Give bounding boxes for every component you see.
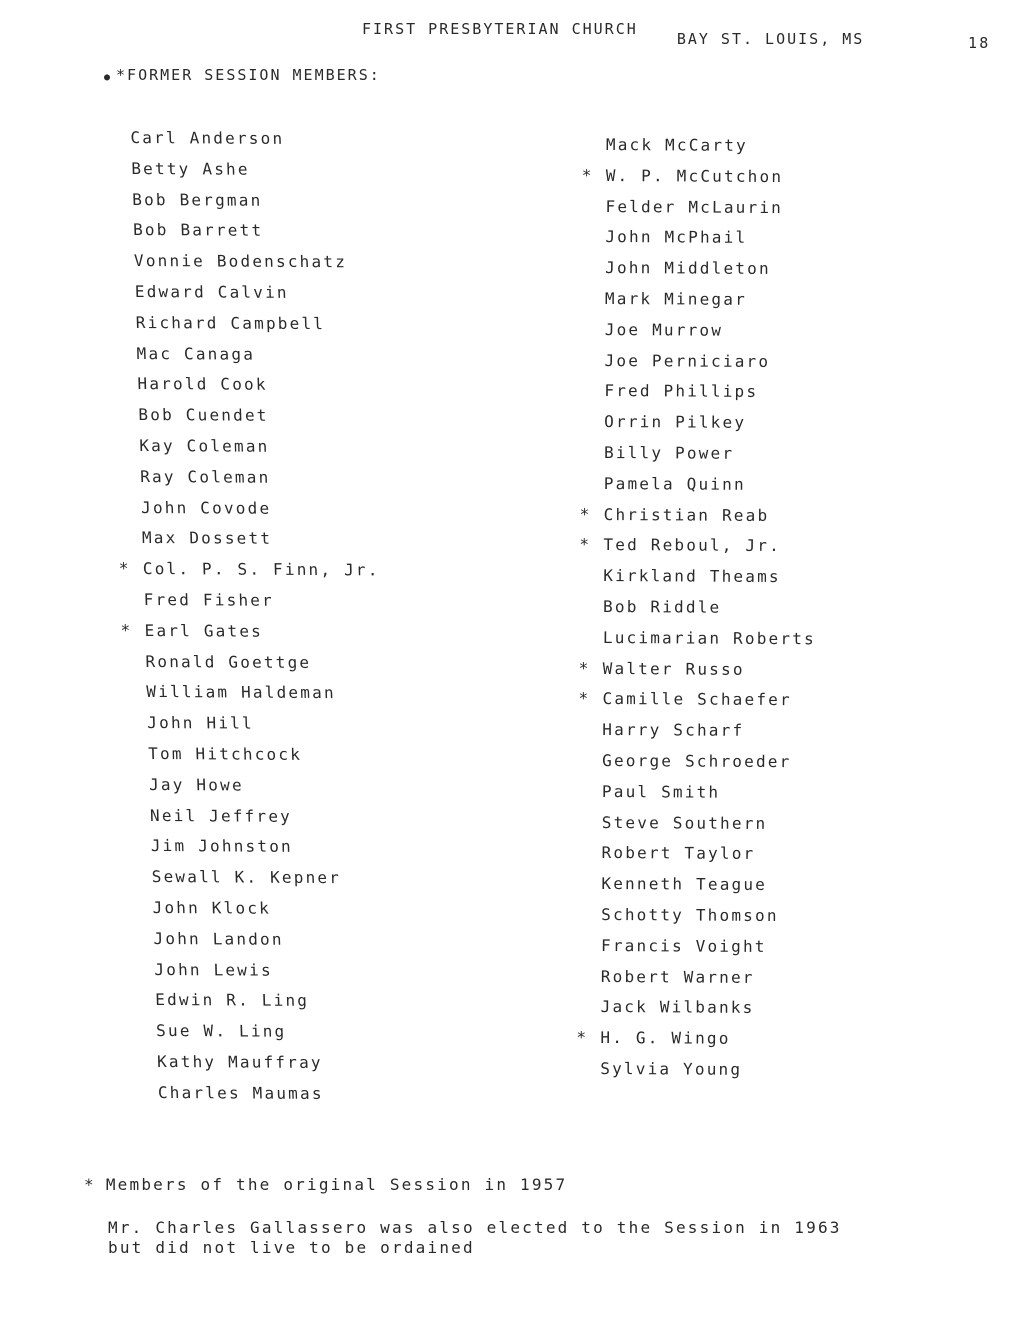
member-name: Robert Warner [600, 966, 755, 987]
member-entry [133, 215, 371, 247]
member-entry [602, 715, 815, 747]
member-entry [579, 500, 817, 532]
member-entry [137, 369, 375, 401]
member-name: Max Dossett [141, 528, 273, 549]
member-name: Camille Schaefer [602, 689, 792, 710]
member-entry [604, 407, 817, 439]
member-name: Fred Phillips [604, 381, 759, 402]
member-entry [148, 739, 386, 771]
member-entry [601, 900, 814, 932]
original-member-star: * [576, 1027, 589, 1048]
member-name: Bob Barrett [132, 220, 264, 241]
member-entry [601, 838, 814, 870]
note-line-1: Mr. Charles Gallassero was also elected to the Session in 1963 [108, 1218, 842, 1237]
member-entry [576, 1023, 813, 1055]
note-line-2: but did not live to be ordained [108, 1238, 475, 1257]
member-entry [150, 831, 388, 863]
member-name: Sue W. Ling [155, 1021, 287, 1041]
member-name: Kay Coleman [139, 435, 270, 456]
member-name: Sylvia Young [600, 1058, 743, 1079]
member-name: Carl Anderson [130, 127, 285, 148]
member-entry [603, 561, 816, 593]
member-name: Billy Power [603, 442, 735, 463]
member-entry [136, 339, 374, 371]
member-entry [579, 530, 816, 562]
section-title-text: *FORMER SESSION MEMBERS: [116, 66, 381, 84]
bullet-mark: ● [104, 72, 113, 83]
member-name: Jack Wilbanks [600, 997, 755, 1018]
member-name: Jim Johnston [150, 836, 294, 857]
member-name: Francis Voight [600, 935, 767, 956]
page-number: 18 [968, 34, 991, 52]
member-name: Ronald Goettge [145, 651, 312, 672]
member-name: Richard Campbell [135, 312, 326, 333]
footnote-text: Members of the original Session in 1957 [105, 1175, 568, 1194]
member-entry [131, 154, 369, 186]
member-name: Paul Smith [601, 781, 721, 802]
note [108, 1218, 842, 1258]
member-entry [605, 315, 818, 347]
member-name: Betty Ashe [131, 158, 250, 179]
original-member-star: * [578, 689, 591, 709]
church-name: FIRST PRESBYTERIAN CHURCH [362, 20, 638, 38]
member-name: John Klock [152, 897, 272, 918]
member-entry [147, 708, 385, 740]
member-entry [151, 862, 389, 894]
member-name: Ray Coleman [139, 466, 271, 487]
member-name: Vonnie Bodenschatz [133, 251, 348, 272]
member-entry [603, 623, 816, 655]
member-name: John Lewis [154, 959, 273, 980]
member-name: H. G. Wingo [600, 1028, 731, 1048]
section-title [104, 66, 381, 84]
original-member-star: * [579, 535, 592, 555]
member-name: Walter Russo [602, 658, 745, 679]
member-name: W. P. McCutchon [605, 165, 784, 186]
member-entry [145, 647, 383, 679]
member-name: Kenneth Teague [601, 874, 768, 895]
member-entry [602, 777, 815, 809]
member-name: Jay Howe [148, 774, 245, 795]
member-name: Steve Southern [601, 812, 768, 833]
original-member-star: * [578, 658, 591, 678]
member-name: John Landon [153, 928, 284, 949]
church-city: BAY ST. LOUIS, MS [676, 30, 865, 48]
member-entry [606, 130, 819, 162]
member-entry [142, 523, 380, 555]
member-entry [134, 246, 372, 278]
member-name: Neil Jeffrey [149, 805, 293, 826]
member-entry [141, 493, 379, 525]
member-entry [600, 1054, 813, 1086]
member-entry [118, 554, 380, 586]
original-member-star: * [581, 165, 594, 185]
member-name: Edward Calvin [134, 281, 289, 302]
member-name: Orrin Pilkey [604, 412, 747, 433]
member-entry [139, 431, 377, 463]
member-name: Harry Scharf [602, 720, 745, 740]
member-name: Kathy Mauffray [156, 1051, 324, 1072]
member-entry [130, 123, 368, 155]
member-name: Bob Bergman [131, 189, 263, 210]
member-entry [153, 924, 391, 956]
member-name: Lucimarian Roberts [602, 627, 816, 649]
member-name: George Schroeder [602, 750, 792, 772]
member-entry [605, 284, 818, 316]
member-name: Mark Minegar [604, 288, 748, 309]
member-name: Earl Gates [144, 620, 264, 641]
member-entry [601, 931, 814, 963]
member-entry [156, 1016, 394, 1048]
member-name: William Haldeman [146, 682, 337, 703]
member-entry [135, 308, 373, 340]
member-entry [158, 1078, 396, 1110]
member-name: Joe Perniciaro [604, 350, 771, 371]
member-name: Bob Riddle [603, 596, 722, 617]
member-name: John Hill [147, 713, 255, 733]
member-entry [149, 770, 387, 802]
member-name: Fred Fisher [143, 589, 275, 610]
member-entry [155, 985, 393, 1017]
member-entry [603, 592, 816, 624]
member-entry [602, 808, 815, 840]
member-name: Robert Taylor [601, 843, 756, 864]
member-name: Charles Maumas [157, 1082, 324, 1103]
member-entry [150, 801, 388, 833]
footnote-star: * [84, 1175, 96, 1194]
original-member-star: * [118, 559, 131, 579]
member-entry [578, 684, 815, 716]
member-entry [601, 869, 814, 901]
member-name: Christian Reab [603, 504, 770, 525]
member-entry [604, 469, 817, 501]
member-name: John McPhail [605, 227, 748, 248]
member-entry [604, 438, 817, 470]
member-name: Felder McLaurin [605, 196, 784, 217]
member-name: Harold Cook [137, 374, 268, 395]
member-entry [152, 893, 390, 925]
member-entry [605, 192, 818, 224]
member-entry [602, 746, 815, 778]
page-header [362, 20, 865, 48]
member-entry [120, 616, 382, 648]
member-entry [604, 376, 817, 408]
member-entry [157, 1047, 395, 1079]
member-entry [604, 346, 817, 378]
member-name: Col. P. S. Finn, Jr. [142, 559, 380, 580]
member-entry [143, 585, 381, 617]
member-name: Bob Cuendet [138, 405, 269, 425]
member-name: John Covode [140, 497, 272, 518]
member-entry [581, 161, 819, 193]
member-entry [146, 677, 384, 709]
member-entry [605, 253, 818, 285]
member-entry [138, 400, 376, 432]
member-entry [578, 654, 816, 686]
member-entry [132, 185, 370, 217]
member-name: Sewall K. Kepner [151, 867, 342, 888]
member-name: Mac Canaga [136, 343, 256, 364]
member-name: Mack McCarty [605, 134, 748, 155]
member-name: Schotty Thomson [601, 904, 779, 925]
member-entry [134, 277, 372, 309]
right-name-column [576, 130, 819, 1086]
member-entry [601, 962, 814, 994]
member-name: John Middleton [605, 258, 771, 279]
original-member-star: * [120, 620, 133, 640]
member-name: Joe Murrow [604, 319, 724, 340]
member-name: Pamela Quinn [603, 473, 746, 494]
original-member-star: * [579, 504, 592, 524]
left-name-column [118, 123, 395, 1110]
member-name: Ted Reboul, Jr. [603, 535, 782, 556]
member-entry [605, 222, 818, 254]
member-name: Edwin R. Ling [154, 990, 310, 1011]
member-entry [154, 955, 392, 987]
member-entry [140, 462, 378, 494]
footnote [84, 1175, 567, 1194]
member-name: Tom Hitchcock [147, 743, 303, 764]
member-name: Kirkland Theams [603, 566, 781, 587]
member-entry [601, 992, 814, 1024]
